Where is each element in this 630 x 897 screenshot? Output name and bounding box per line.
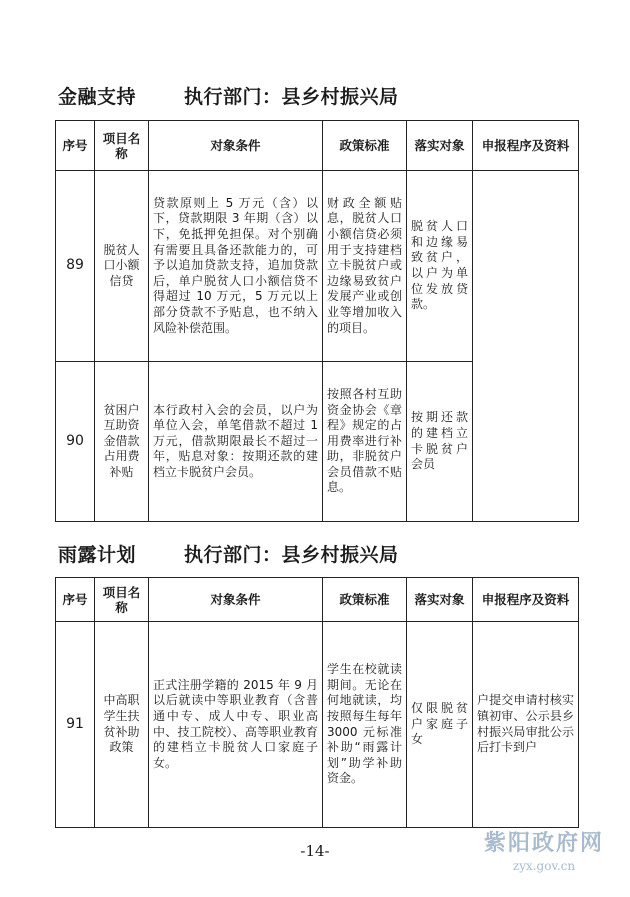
row-number: 91 — [56, 622, 95, 828]
row-project-name: 中高职学生扶贫补助政策 — [95, 622, 149, 828]
table-header-row — [56, 578, 579, 622]
header-target: 落实对象 — [407, 121, 473, 171]
row-number: 89 — [56, 171, 95, 362]
header-name: 项目名称 — [95, 578, 149, 622]
header-standard: 政策标准 — [323, 578, 407, 622]
row-target: 脱贫人口和边缘易致贫户，以户为单位发放贷款。 — [407, 171, 473, 362]
watermark — [484, 826, 604, 873]
header-target: 落实对象 — [407, 578, 473, 622]
header-procedure: 申报程序及资料 — [473, 121, 579, 171]
row-procedure — [473, 171, 579, 522]
header-condition: 对象条件 — [149, 121, 323, 171]
row-condition: 正式注册学籍的 2015 年 9 月以后就读中等职业教育（含普通中专、成人中专、职业高中、技工院校）、高等职业教育的建档立卡脱贫人口家庭子女。 — [149, 622, 323, 828]
row-target: 仅限脱贫户家庭子女 — [407, 622, 473, 828]
header-name: 项目名称 — [95, 121, 149, 171]
watermark-site-name: 紫阳政府网 — [483, 831, 604, 856]
section-dept: 执行部门：县乡村振兴局 — [184, 544, 399, 566]
row-project-name: 贫困户互助资金借款占用费补贴 — [95, 362, 149, 522]
header-no: 序号 — [56, 578, 95, 622]
page-number: -14- — [300, 842, 330, 860]
header-procedure: 申报程序及资料 — [473, 578, 579, 622]
row-condition: 贷款原则上 5 万元（含）以下，贷款期限 3 年期（含）以下，免抵押免担保。对个别确有需要且具备还款能力的，可予以追加贷款支持，追加贷款后，单户脱贫人口小额信贷不得超过 10 万元，5 万元以上部分贷款不予贴息，也不纳入风险补偿范围。 — [149, 171, 323, 362]
policy-table-finance — [55, 120, 579, 522]
header-no: 序号 — [56, 121, 95, 171]
watermark-url: zyx.gov.cn — [512, 859, 576, 873]
header-standard: 政策标准 — [323, 121, 407, 171]
row-condition: 本行政村入会的会员，以户为单位入会，单笔借款不超过 1 万元，借款期限最长不超过一年，贴息对象：按期还款的建档立卡脱贫户会员。 — [149, 362, 323, 522]
policy-table-yulu — [55, 577, 579, 828]
section-name: 金融支持 — [58, 86, 137, 108]
row-project-name: 脱贫人口小额信贷 — [95, 171, 149, 362]
table-row — [56, 622, 579, 828]
section-name: 雨露计划 — [58, 544, 137, 566]
row-standard: 按照各村互助资金协会《章程》规定的占用费率进行补助，非脱贫户会员借款不贴息。 — [323, 362, 407, 522]
header-condition: 对象条件 — [149, 578, 323, 622]
section-dept: 执行部门：县乡村振兴局 — [184, 86, 399, 108]
section-title-finance — [58, 82, 399, 109]
table-header-row — [56, 121, 579, 171]
row-target: 按期还款的建档立卡脱贫户会员 — [407, 362, 473, 522]
row-standard: 财政全额贴息，脱贫人口小额信贷必须用于支持建档立卡脱贫户或边缘易致贫户发展产业或创业等增加收入的项目。 — [323, 171, 407, 362]
row-number: 90 — [56, 362, 95, 522]
row-standard: 学生在校就读期间。无论在何地就读，均按照每生每年 3000 元标准补助“雨露计划”助学补助资金。 — [323, 622, 407, 828]
section-title-yulu — [58, 540, 399, 567]
table-row — [56, 171, 579, 362]
row-procedure: 户提交申请村核实镇初审、公示县乡村振兴局审批公示后打卡到户 — [473, 622, 579, 828]
